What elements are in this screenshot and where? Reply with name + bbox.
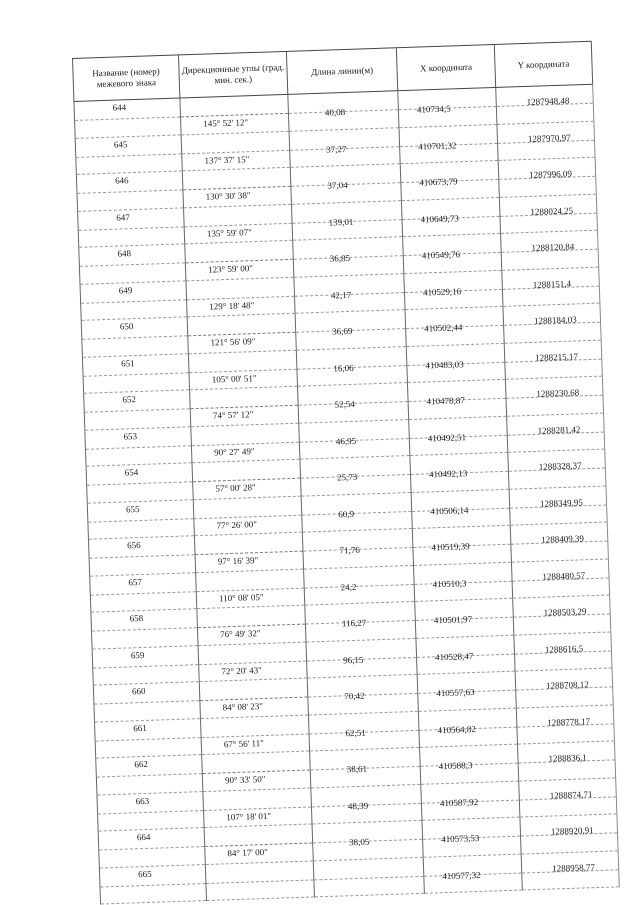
header-y-coordinate: Y координата [494,42,593,87]
marker-name-cell [95,755,202,795]
y-coordinate-cell-text: 1288409,39 [541,533,585,545]
marker-name-cell [80,281,187,321]
y-coordinate-cell [509,486,608,526]
y-coordinate-cell [519,814,618,854]
marker-name-cell-text: 647 [116,211,130,223]
y-coordinate-cell [511,559,610,599]
x-coordinate-cell [415,635,514,675]
y-coordinate-cell [496,121,595,161]
line-length-cell [297,383,408,423]
marker-name-cell [82,354,189,394]
x-coordinate-cell [408,416,507,456]
row-divider [76,153,181,157]
marker-name-cell-text: 656 [127,539,141,551]
row-divider [96,737,201,741]
y-coordinate-cell [501,267,600,307]
line-length-cell [305,638,416,678]
marker-name-cell [99,865,206,905]
row-divider [100,883,205,887]
direction-angle-cell-text: 57° 00' 28" [215,482,256,494]
direction-angle-cell-text: 84° 17' 00" [227,846,269,859]
line-length-cell-text: 36,85 [329,252,351,264]
y-coordinate-cell-text: 1288503,29 [543,606,587,618]
x-coordinate-cell-text: 410649,73 [420,212,459,225]
y-coordinate-cell [521,851,620,891]
direction-angle-cell-text: 77° 26' 00" [216,518,258,530]
direction-angle-cell-text: 105° 00' 51" [211,372,257,385]
line-length-cell-text: 70,42 [344,690,365,702]
row-divider [315,893,424,898]
y-coordinate-cell-text: 1288708,12 [545,679,589,691]
marker-name-cell [75,135,182,175]
y-coordinate-cell-text: 1288874,71 [549,788,593,801]
x-coordinate-cell [402,234,501,274]
y-coordinate-cell-text: 1288349,95 [539,496,583,509]
x-coordinate-cell-text: 410734,5 [416,103,451,115]
direction-angle-cell [201,752,310,792]
direction-angle-cell [200,715,309,755]
line-length-cell-text: 52,54 [334,398,356,410]
direction-angle-cell [192,460,301,500]
direction-angle-cell [193,496,302,536]
x-coordinate-cell-text: 410588,3 [438,760,473,772]
line-length-cell-text: 139,01 [328,216,354,228]
line-length-cell [307,675,418,715]
x-coordinate-cell [414,599,513,639]
direction-angle-cell [181,131,290,171]
y-coordinate-cell [495,85,594,125]
row-divider [97,773,202,777]
row-divider [206,879,313,884]
y-coordinate-cell-text: 1288215,17 [535,350,579,363]
row-divider [86,445,191,449]
direction-angle-cell [184,241,293,281]
line-length-cell [304,602,415,642]
marker-name-cell [98,828,205,868]
line-length-cell [303,565,414,605]
x-coordinate-cell [398,124,497,164]
y-coordinate-cell-text: 1288151,4 [532,278,572,290]
line-length-cell [291,201,402,241]
marker-name-cell-text: 662 [134,758,149,770]
marker-name-cell-text: 665 [137,868,152,879]
direction-angle-cell [199,679,308,719]
marker-name-cell [88,536,195,576]
y-coordinate-cell-text: 1288024,25 [530,204,574,217]
line-length-cell-text: 36,69 [332,325,353,337]
y-coordinate-cell-text: 1288958,77 [551,861,596,874]
line-length-cell-text: 37,27 [325,143,347,155]
direction-angle-cell-text: 90° 27' 49" [213,445,255,458]
line-length-cell-text: 60,9 [338,508,355,519]
row-divider [305,583,414,588]
marker-name-cell [87,500,194,540]
marker-name-cell [78,244,185,284]
direction-angle-cell-text: 74° 57' 12" [212,409,254,421]
marker-name-cell [92,646,199,686]
y-coordinate-cell-text: 1287996,09 [528,168,573,180]
x-coordinate-cell [421,818,520,858]
y-coordinate-cell [507,450,606,490]
direction-angle-cell [195,569,304,609]
x-coordinate-cell [401,197,500,237]
y-coordinate-cell-text: 1288480,57 [542,569,586,582]
direction-angle-cell [183,204,292,244]
marker-name-cell-text: 652 [122,394,137,405]
y-coordinate-cell-text: 1288836,1 [548,752,587,764]
direction-angle-cell-text: 123° 59' 00" [207,263,254,275]
marker-name-cell-text: 661 [133,722,147,733]
x-coordinate-cell [412,526,511,566]
direction-angle-cell [187,314,296,354]
y-coordinate-cell-text: 1288616,5 [544,642,584,655]
row-divider [302,511,411,516]
marker-name-cell-text: 650 [119,321,134,332]
marker-name-cell [77,208,184,248]
marker-name-cell-text: 649 [118,284,133,296]
x-coordinate-cell-text: 410577,32 [442,869,481,881]
direction-angle-cell-text: 129° 18' 48" [209,299,255,312]
line-length-cell [293,274,404,314]
y-coordinate-cell [517,741,616,781]
marker-name-cell [94,719,201,759]
row-divider [88,518,193,522]
y-coordinate-cell [502,304,601,344]
direction-angle-cell-text: 121° 56' 09" [210,336,256,348]
direction-angle-cell-text: 110° 08' 05" [218,591,264,603]
line-length-cell [313,857,424,897]
row-divider [75,116,180,120]
x-coordinate-cell-text: 410506,14 [430,504,469,516]
row-divider [98,810,203,814]
line-length-cell [312,821,423,861]
marker-name-cell [83,390,190,430]
marker-name-cell [76,171,183,211]
x-coordinate-cell-text: 410519,39 [431,541,470,553]
y-coordinate-cell-text: 1288184,03 [533,314,577,326]
row-divider [207,896,314,901]
y-coordinate-cell [499,194,598,234]
header-marker-name: Название (номер) межевого знака [72,55,179,100]
line-length-cell [289,128,400,168]
line-length-cell-text: 46,95 [335,435,357,446]
row-divider [425,890,522,894]
line-length-cell-text: 116,27 [341,617,367,629]
y-coordinate-cell [510,522,609,562]
direction-angle-cell-text: 130° 30' 38" [205,190,251,202]
line-length-cell [292,237,403,277]
line-length-cell [301,493,412,533]
direction-angle-cell [198,642,307,682]
x-coordinate-cell [403,270,502,310]
y-coordinate-cell [515,668,614,708]
marker-name-cell-text: 653 [123,430,138,441]
x-coordinate-cell-text: 410510,3 [432,577,467,589]
boundary-coordinates-table [72,41,620,905]
y-coordinate-cell-text: 1287948,48 [526,95,570,107]
row-divider [85,408,190,412]
x-coordinate-cell [400,161,499,201]
marker-name-cell-text: 654 [124,467,139,478]
marker-name-cell [93,682,200,722]
line-length-cell [298,420,409,460]
direction-angle-cell [185,277,294,317]
row-divider [314,875,423,880]
marker-name-cell [89,573,196,613]
line-length-cell [290,164,401,204]
y-coordinate-cell [512,595,611,635]
line-length-cell [302,529,413,569]
marker-name-cell-text: 663 [135,795,150,806]
line-length-cell-text: 71,76 [339,544,360,556]
x-coordinate-cell [420,781,519,821]
marker-name-cell [90,609,197,649]
line-length-cell [296,347,407,387]
line-length-cell [308,711,419,751]
x-coordinate-cell [411,489,510,529]
marker-name-cell-text: 646 [114,175,129,186]
line-length-cell-text: 25,73 [336,471,358,483]
direction-angle-cell-text: 67° 56' 11" [223,737,265,749]
direction-angle-cell [196,606,305,646]
x-coordinate-cell-text: 410529,16 [422,285,462,297]
line-length-cell [310,784,421,824]
row-divider [523,886,619,890]
line-length-cell-text: 38,05 [348,836,370,848]
y-coordinate-cell-text: 1288120,84 [531,241,575,253]
x-coordinate-cell [409,453,508,493]
direction-angle-cell-text: 137° 37' 15" [204,153,250,166]
line-length-cell-text: 24,2 [340,581,357,592]
y-coordinate-cell [498,158,597,198]
marker-name-cell-text: 657 [128,576,143,587]
row-divider [90,554,195,558]
direction-angle-cell-text: 90° 33' 50" [224,773,266,786]
marker-name-cell-text: 658 [129,612,144,624]
marker-name-cell-text: 664 [136,831,151,843]
line-length-cell-text: 40,08 [324,106,346,118]
row-divider [77,189,182,193]
marker-name-cell-text: 644 [112,102,127,113]
direction-angle-cell [188,350,297,390]
direction-angle-cell-text: 72° 20' 43" [221,664,262,676]
direction-angle-cell [189,387,298,427]
y-coordinate-cell [516,705,615,745]
header-line-length: Длина линии(м) [286,48,397,94]
marker-name-cell-text: 645 [113,138,128,150]
y-coordinate-cell-text: 1288328,37 [538,460,582,472]
x-coordinate-cell-text: 410701,32 [417,139,457,152]
x-coordinate-cell-text: 410492,51 [427,431,467,443]
line-length-cell [287,91,398,131]
line-length-cell-text: 62,51 [345,727,366,738]
direction-angle-cell [190,423,299,463]
direction-angle-cell [202,788,311,828]
x-coordinate-cell-text: 410502,44 [423,322,463,334]
row-divider [81,299,186,303]
direction-angle-cell-text: 84° 08' 23" [222,701,264,713]
y-coordinate-cell [518,778,617,818]
row-divider [101,900,206,904]
row-divider [80,262,185,266]
line-length-cell-text: 16,06 [333,362,354,374]
line-length-cell [299,456,410,496]
marker-name-cell [81,317,188,357]
x-coordinate-cell [417,672,516,712]
header-direction-angle: Дирекционные углы (град. мин. сек.) [178,52,287,98]
x-coordinate-cell [397,88,496,128]
direction-angle-cell-text: 76° 49' 32" [220,628,261,640]
y-coordinate-cell [500,231,599,271]
marker-name-cell [86,463,193,503]
direction-angle-cell [205,861,314,901]
marker-name-cell-text: 655 [125,503,140,514]
row-divider [92,627,197,631]
x-coordinate-cell-text: 410587,92 [439,796,479,808]
x-coordinate-cell-text: 410549,76 [421,249,461,261]
x-coordinate-cell-text: 410478,87 [426,395,465,407]
y-coordinate-cell [513,632,612,672]
direction-angle-cell-text: 107° 18' 01" [226,810,272,822]
x-coordinate-cell-text: 410573,53 [440,832,480,845]
y-coordinate-cell [504,340,603,380]
marker-name-cell-text: 659 [130,649,145,660]
row-divider [99,846,204,850]
marker-name-cell-text: 651 [120,357,135,369]
y-coordinate-cell-text: 1288230,68 [536,387,580,399]
direction-angle-cell [182,168,291,208]
x-coordinate-cell-text: 410673,79 [419,176,458,188]
x-coordinate-cell-text: 410528,47 [434,650,474,662]
x-coordinate-cell [419,745,518,785]
x-coordinate-cell-text: 410557,63 [436,687,475,699]
x-coordinate-cell [405,307,504,347]
x-coordinate-cell [418,708,517,748]
x-coordinate-cell [413,562,512,602]
marker-name-cell [73,98,180,138]
line-length-cell-text: 48,39 [347,800,369,811]
marker-name-cell [96,792,203,832]
direction-angle-cell [179,95,288,135]
direction-angle-cell-text: 97° 16' 39" [217,555,259,567]
x-coordinate-cell-text: 410501,97 [433,614,473,626]
x-coordinate-cell [423,854,522,894]
line-length-cell-text: 38,61 [346,763,368,775]
line-length-cell-text: 42,17 [330,289,352,301]
line-length-cell [309,748,420,788]
marker-name-cell [84,427,191,467]
table-body [73,85,619,905]
y-coordinate-cell [506,413,605,453]
row-divider [94,700,199,704]
row-divider [91,591,196,595]
y-coordinate-cell-text: 1288778,17 [547,715,591,728]
y-coordinate-cell-text: 1288281,42 [537,423,581,436]
direction-angle-cell [204,824,313,864]
y-coordinate-cell [505,377,604,417]
line-length-cell [295,310,406,350]
row-divider [84,372,189,376]
line-length-cell-text: 37,04 [327,179,348,191]
y-coordinate-cell-text: 1287970,97 [527,132,571,144]
y-coordinate-cell-text: 1288920,91 [550,825,594,837]
line-length-cell-text: 96,15 [342,654,364,665]
row-divider [79,226,184,230]
direction-angle-cell [194,533,303,573]
x-coordinate-cell-text: 410564,82 [437,723,476,735]
header-x-coordinate: X координата [396,45,495,90]
row-divider [87,481,192,485]
marker-name-cell-text: 660 [131,685,146,697]
direction-angle-cell-text: 135° 59' 07" [206,226,252,239]
direction-angle-cell-text: 145° 52' 12" [203,117,249,129]
row-divider [93,664,198,668]
x-coordinate-cell [407,380,506,420]
x-coordinate-cell-text: 410492,13 [428,468,468,480]
x-coordinate-cell-text: 410483,03 [425,358,464,370]
x-coordinate-cell [406,343,505,383]
marker-name-cell-text: 648 [117,248,132,259]
row-divider [82,335,187,339]
